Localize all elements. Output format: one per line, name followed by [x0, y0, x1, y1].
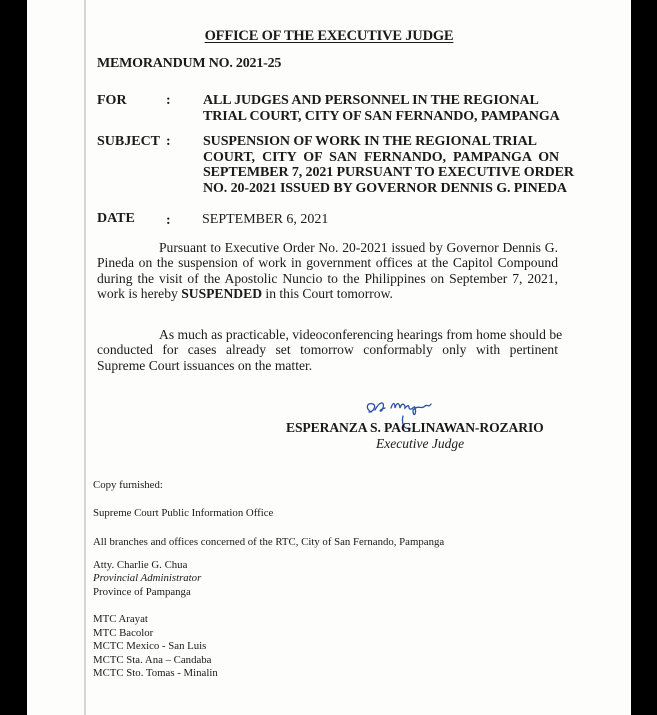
office-title: OFFICE OF THE EXECUTIVE JUDGE [204, 28, 454, 44]
paragraph-line: As much as practicable, videoconferencing hearings from home should be [159, 327, 563, 342]
signatory-name: ESPERANZA S. PAGLINAWAN-ROZARIO [286, 420, 544, 435]
subject-line: NO. 20-2021 ISSUED BY GOVERNOR DENNIS G. PINEDA [203, 180, 567, 196]
paragraph-line: Pursuant to Executive Order No. 20-2021 issued by Governor Dennis G. [159, 240, 558, 255]
court-item: MTC Arayat [93, 613, 148, 625]
subject-line: SEPTEMBER 7, 2021 PURSUANT TO EXECUTIVE ORDER [203, 165, 574, 180]
memorandum-page [27, 0, 631, 715]
paragraph-2 [97, 327, 563, 373]
paragraph-line: Pineda on the suspension of work in government offices at the Capitol Compound [97, 255, 558, 271]
paragraph-line [97, 286, 558, 301]
date-label: DATE [97, 211, 135, 226]
for-line: TRIAL COURT, CITY OF SAN FERNANDO, PAMPANGA [203, 108, 560, 124]
subject-line: SUSPENSION OF WORK IN THE REGIONAL TRIAL [203, 134, 537, 149]
for-value [203, 93, 560, 124]
copy-recipient-atty-position: Provincial Administrator [93, 572, 202, 584]
copy-recipient-courts [93, 613, 218, 681]
margin-line [84, 0, 86, 715]
subject-colon: : [166, 134, 171, 149]
court-item: MCTC Mexico - San Luis [93, 640, 207, 653]
suspended-emphasis: SUSPENDED [181, 286, 263, 302]
copy-recipient-atty-office: Province of Pampanga [93, 586, 191, 598]
copy-furnished-heading: Copy furnished: [93, 479, 163, 491]
for-line: ALL JUDGES AND PERSONNEL IN THE REGIONAL [203, 93, 539, 108]
paragraph-text: work is hereby [97, 286, 182, 302]
date-colon: : [166, 213, 171, 228]
court-item: MCTC Sto. Tomas - Minalin [93, 667, 218, 680]
paragraph-line: conducted for cases already set tomorrow conformably only with pertinent [97, 342, 558, 358]
copy-recipient-rtc: All branches and offices concerned of the RTC, City of San Fernando, Pampanga [93, 536, 445, 548]
court-item: MTC Bacolor [93, 626, 154, 639]
subject-line: COURT, CITY OF SAN FERNANDO, PAMPANGA ON [203, 149, 559, 165]
signatory-title: Executive Judge [376, 436, 465, 451]
subject-label: SUBJECT [97, 134, 161, 149]
paragraph-1 [97, 240, 558, 302]
subject-value [203, 134, 574, 196]
date-value: SEPTEMBER 6, 2021 [202, 212, 329, 227]
copy-recipient-atty-name: Atty. Charlie G. Chua [93, 559, 188, 571]
paragraph-line: during the visit of the Apostolic Nuncio to the Philippines on September 7, 2021, [97, 270, 558, 286]
copy-recipient-sc-pio: Supreme Court Public Information Office [93, 507, 274, 519]
paragraph-line: Supreme Court issuances on the matter. [97, 357, 313, 373]
court-item: MCTC Sta. Ana – Candaba [93, 653, 212, 666]
for-label: FOR [97, 93, 127, 108]
for-colon: : [166, 93, 171, 108]
memorandum-number: MEMORANDUM NO. 2021-25 [97, 56, 282, 71]
paragraph-text: in this Court tomorrow. [262, 286, 393, 302]
